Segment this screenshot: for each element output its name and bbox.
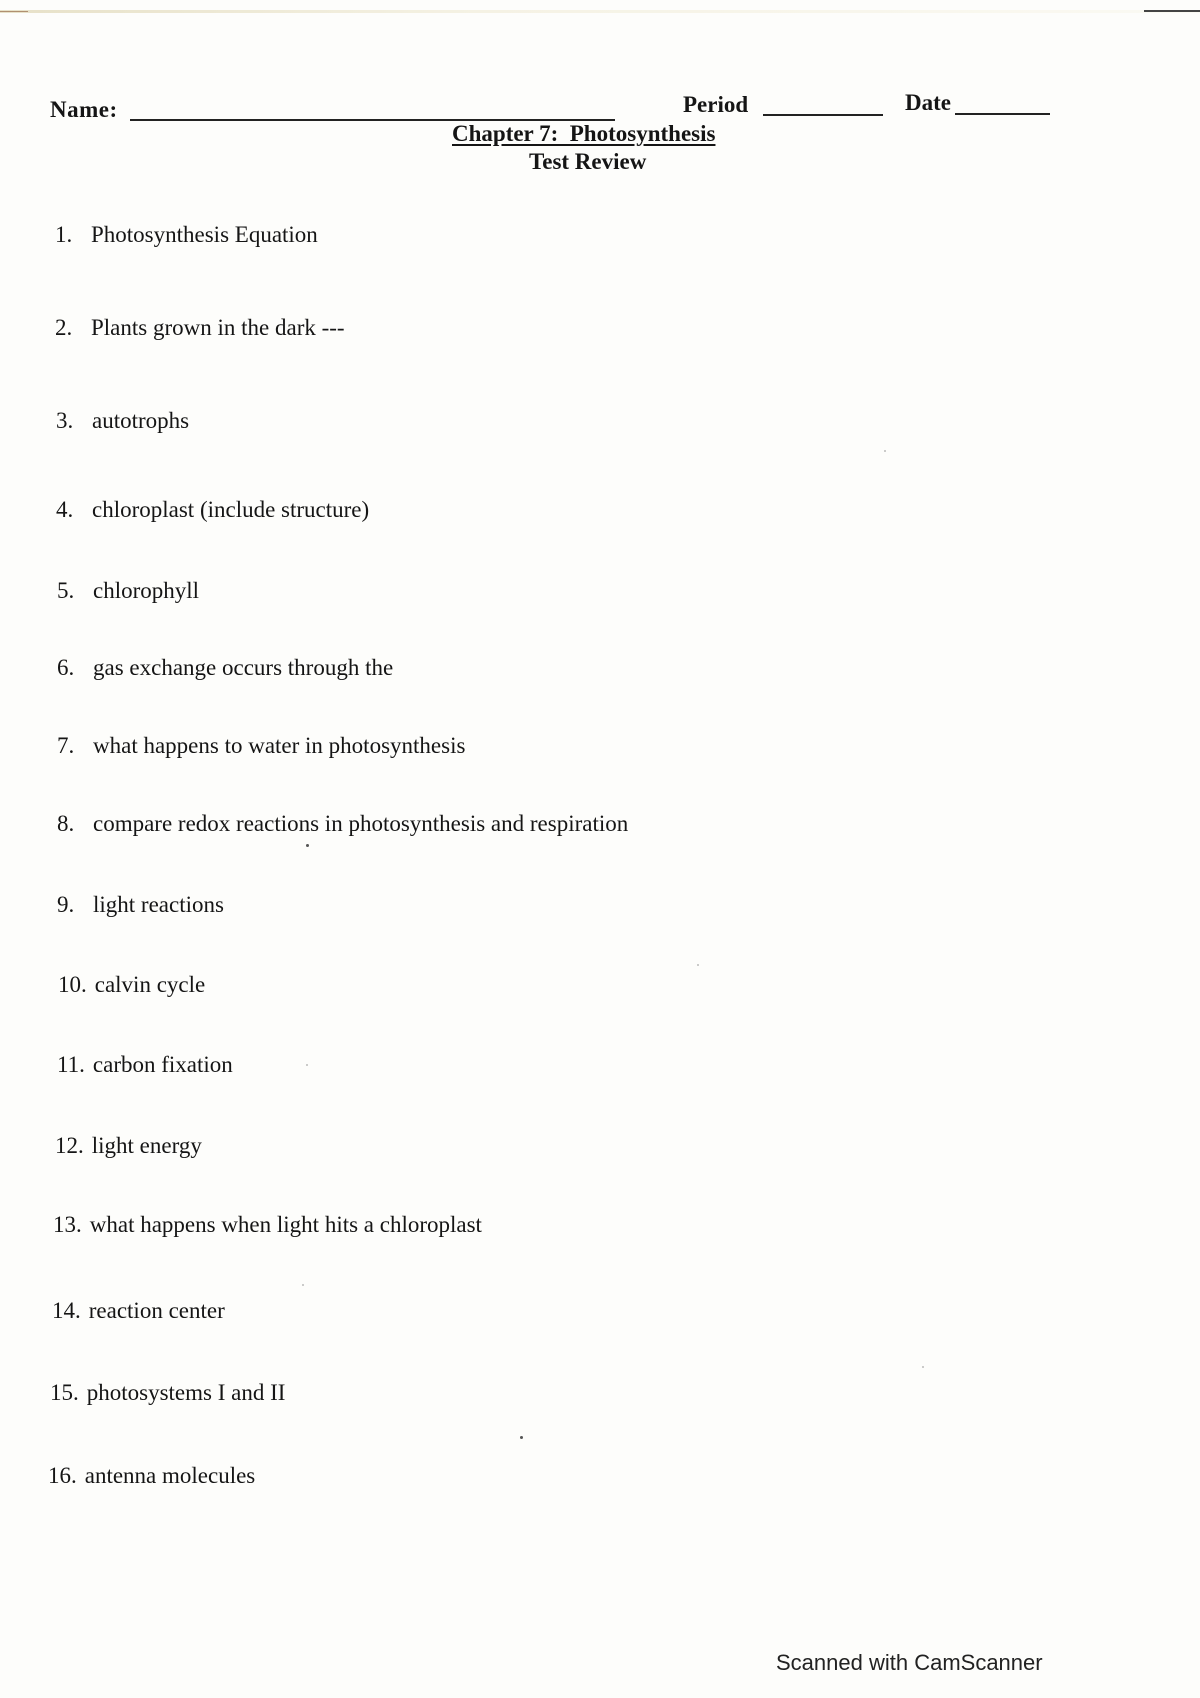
question-text: what happens to water in photosynthesis — [93, 733, 466, 758]
question-item — [57, 811, 628, 837]
question-item — [57, 655, 393, 681]
question-text: gas exchange occurs through the — [93, 655, 394, 680]
question-text: Plants grown in the dark --- — [91, 315, 345, 340]
question-item — [58, 972, 205, 998]
question-item — [56, 497, 369, 523]
question-item — [57, 578, 199, 604]
question-number: 13. — [53, 1212, 82, 1237]
question-text: reaction center — [88, 1298, 225, 1323]
scan-speck — [884, 450, 886, 452]
question-number: 2. — [55, 315, 73, 340]
question-text: carbon fixation — [92, 1052, 233, 1077]
date-label: Date — [905, 90, 951, 115]
question-item — [57, 733, 465, 759]
scan-speck — [302, 1284, 304, 1286]
question-number: 10. — [58, 972, 87, 997]
scan-speck — [306, 1064, 308, 1066]
question-number: 5. — [57, 578, 75, 603]
question-item — [57, 1052, 233, 1078]
question-number: 6. — [57, 655, 75, 680]
question-number: 8. — [57, 811, 75, 836]
question-item — [53, 1212, 482, 1238]
question-item — [50, 1380, 285, 1406]
question-number: 3. — [56, 408, 74, 433]
scanner-watermark: Scanned with CamScanner — [776, 1650, 1043, 1675]
question-item — [52, 1298, 225, 1324]
question-item — [57, 892, 224, 918]
question-text: compare redox reactions in photosynthesis and respiration — [93, 811, 629, 836]
question-item — [55, 315, 345, 341]
question-number: 11. — [57, 1052, 85, 1077]
question-text: autotrophs — [92, 408, 190, 433]
scan-top-edge — [0, 10, 1200, 13]
scan-edge-mark — [1144, 10, 1200, 12]
question-text: Photosynthesis Equation — [91, 222, 318, 247]
question-number: 4. — [56, 497, 74, 522]
question-number: 9. — [57, 892, 75, 917]
period-label: Period — [683, 92, 749, 117]
scan-speck — [697, 964, 699, 966]
question-item — [56, 408, 189, 434]
scan-edge-mark — [0, 11, 28, 12]
question-number: 14. — [52, 1298, 81, 1323]
question-item — [48, 1463, 255, 1489]
question-item — [55, 1133, 202, 1159]
scan-speck — [520, 1436, 523, 1439]
period-blank-line — [763, 114, 883, 116]
question-text: light energy — [91, 1133, 202, 1158]
question-number: 7. — [57, 733, 75, 758]
question-text: what happens when light hits a chloroplast — [89, 1212, 482, 1237]
question-text: light reactions — [93, 892, 224, 917]
question-number: 16. — [48, 1463, 77, 1488]
question-text: chloroplast (include structure) — [92, 497, 370, 522]
question-item — [55, 222, 318, 248]
question-text: chlorophyll — [93, 578, 200, 603]
scan-speck — [306, 844, 309, 847]
question-number: 15. — [50, 1380, 79, 1405]
scan-speck — [922, 1366, 924, 1368]
question-number: 1. — [55, 222, 73, 247]
question-text: calvin cycle — [94, 972, 206, 997]
date-blank-line — [955, 113, 1050, 115]
page-title: Chapter 7: Photosynthesis — [452, 121, 716, 146]
question-text: photosystems I and II — [86, 1380, 286, 1405]
question-text: antenna molecules — [84, 1463, 256, 1488]
name-label: Name: — [50, 97, 118, 122]
question-number: 12. — [55, 1133, 84, 1158]
page-subtitle: Test Review — [529, 149, 647, 174]
